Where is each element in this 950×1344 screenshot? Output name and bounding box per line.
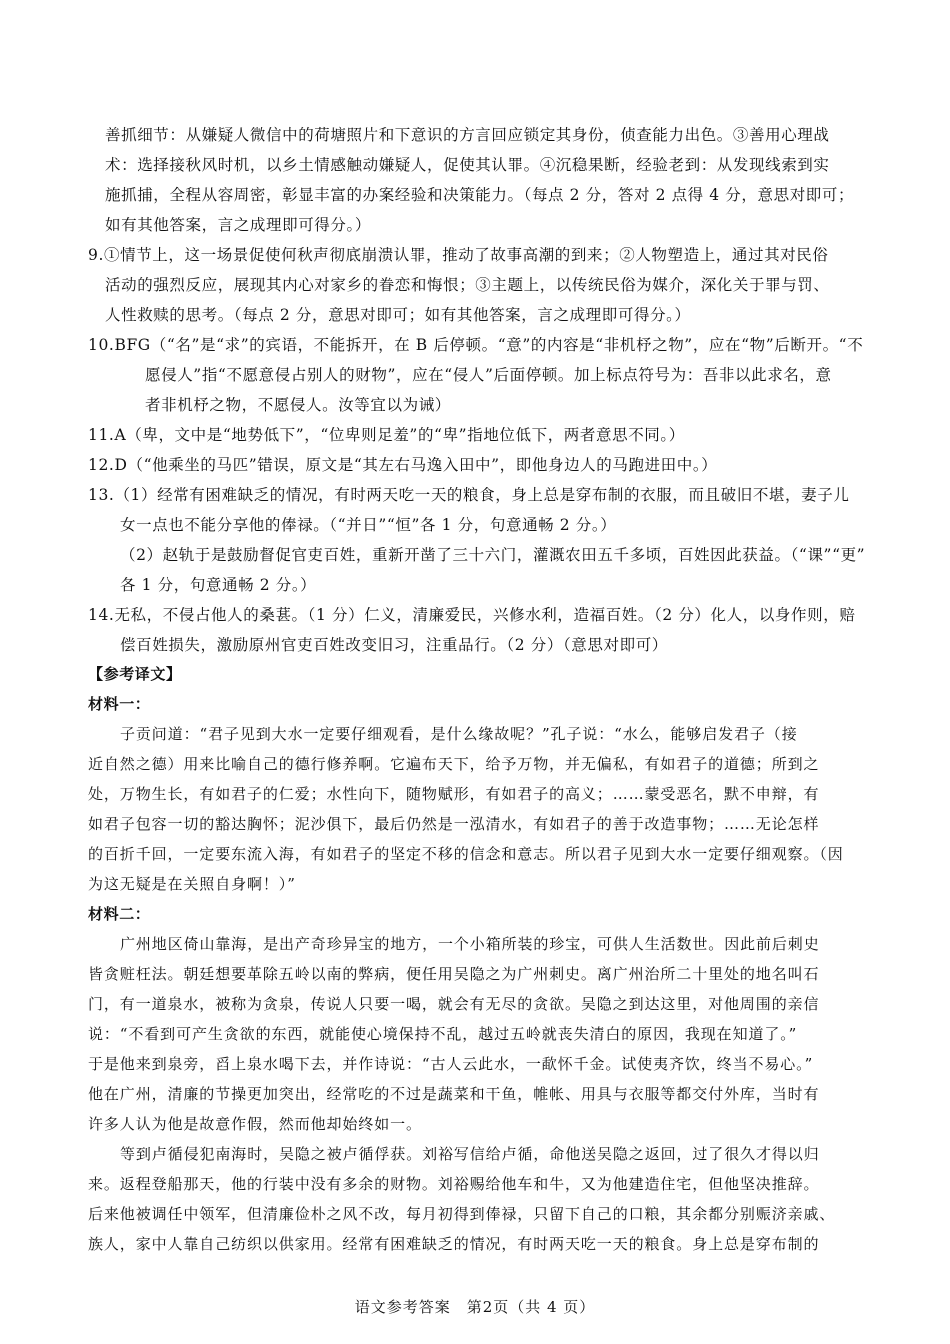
material1-line-5: 的百折千回，一定要东流入海，有如君子的坚定不移的信念和意志。所以君子见到大水一定要仔细观察。（因 xyxy=(88,845,844,863)
q10-line-3: 者非机杼之物，不愿侵人。汝等宜以为诫） xyxy=(145,396,451,414)
q12-line: 12.D（“他乘坐的马匹”错误，原文是“其左右马逸入田中”，即他身边人的马跑进田中。） xyxy=(88,456,718,474)
q8-line-3: 施抓捕，全程从容周密，彰显丰富的办案经验和决策能力。（每点 2 分，答对 2 点得 4 分，意思对即可； xyxy=(105,186,855,204)
q9-line-2: 活动的强烈反应，展现其内心对家乡的眷恋和悔恨；③主题上，以传统民俗为媒介，深化关于罪与罚、 xyxy=(105,276,830,294)
material2-line-4: 说：“不看到可产生贪欲的东西，就能使心境保持不乱，越过五岭就丧失清白的原因，我现在知道了。” xyxy=(88,1025,798,1043)
q13-line-2: 女一点也不能分享他的俸禄。（“并日”“恒”各 1 分，句意通畅 2 分。） xyxy=(120,516,617,534)
material2-title: 材料二： xyxy=(88,905,151,923)
q14-line-2: 偿百姓损失，激励原州官吏百姓改变旧习，注重品行。（2 分）（意思对即可） xyxy=(120,636,668,654)
page-footer: 语文参考答案 第2页（共 4 页） xyxy=(354,1298,596,1316)
q11-line: 11.A（卑，文中是“地势低下”，“位卑则足羞”的“卑”指地位低下，两者意思不同。） xyxy=(88,426,685,444)
material1-line-3: 处，万物生长，有如君子的仁爱；水性向下，随物赋形，有如君子的高义；……蒙受恶名，默不申辩，有 xyxy=(88,785,820,803)
q14-line-1: 14.无私，不侵占他人的桑葚。（1 分）仁义，清廉爱民，兴修水利，造福百姓。（2 分）化人，以身作则，赔 xyxy=(88,606,856,624)
material2-line-9: 来。返程登船那天，他的行装中没有多余的财物。刘裕赐给他车和牛，又为他建造住宅，但他坚决推辞。 xyxy=(88,1175,820,1193)
material2-line-2: 皆贪赃枉法。朝廷想要革除五岭以南的弊病，便任用吴隐之为广州刺史。离广州治所二十里处的地名叫石 xyxy=(88,965,820,983)
material2-line-1: 广州地区倚山靠海，是出产奇珍异宝的地方，一个小箱所装的珍宝，可供人生活数世。因此前后刺史 xyxy=(120,935,820,953)
material2-line-7: 许多人认为他是故意作假，然而他却始终如一。 xyxy=(88,1115,422,1133)
material1-line-4: 如君子包容一切的豁达胸怀；泥沙俱下，最后仍然是一泓清水，有如君子的善于改造事物；……无论怎样 xyxy=(88,815,820,833)
q13-line-4: 各 1 分，句意通畅 2 分。） xyxy=(120,576,317,594)
material1-line-2: 近自然之德）用来比喻自己的德行修养啊。它遍布天下，给予万物，并无偏私，有如君子的道德；所到之 xyxy=(88,755,820,773)
q10-line-1: 10.BFG（“名”是“求”的宾语，不能拆开，在 B 后停顿。“意”的内容是“非机杼之物”，应在“物”后断开。“不 xyxy=(88,336,864,354)
translation-heading: 【参考译文】 xyxy=(88,665,182,683)
material2-line-11: 族人，家中人靠自己纺织以供家用。经常有困难缺乏的情况，有时两天吃一天的粮食。身上总是穿布制的 xyxy=(88,1235,820,1253)
material1-line-6: 为这无疑是在关照自身啊！）” xyxy=(88,875,296,893)
q8-line-4: 如有其他答案，言之成理即可得分。） xyxy=(105,216,371,234)
material1-title: 材料一： xyxy=(88,695,151,713)
material2-line-5: 于是他来到泉旁，舀上泉水喝下去，并作诗说：“古人云此水，一歃怀千金。试使夷齐饮，终当不易心。” xyxy=(88,1055,814,1073)
material2-line-10: 后来他被调任中领军，但清廉俭朴之风不改，每月初得到俸禄，只留下自己的口粮，其余都分别赈济亲戚、 xyxy=(88,1205,836,1223)
q10-line-2: 愿侵人”指“不愿意侵占别人的财物”，应在“侵人”后面停顿。加上标点符号为：吾非以此求名，意 xyxy=(145,366,832,384)
q8-line-2: 术：选择接秋风时机，以乡土情感触动嫌疑人，促使其认罪。④沉稳果断，经验老到：从发现线索到实 xyxy=(105,156,830,174)
material2-line-8: 等到卢循侵犯南海时，吴隐之被卢循俘获。刘裕写信给卢循，命他送吴隐之返回，过了很久才得以归 xyxy=(120,1145,820,1163)
material1-line-1: 子贡问道：“君子见到大水一定要仔细观看，是什么缘故呢？”孔子说：“水么，能够启发君子（接 xyxy=(120,725,798,743)
q9-line-3: 人性救赎的思考。（每点 2 分，意思对即可；如有其他答案，言之成理即可得分。） xyxy=(105,306,691,324)
q9-line-1: 9.①情节上，这一场景促使何秋声彻底崩溃认罪，推动了故事高潮的到来；②人物塑造上，通过其对民俗 xyxy=(88,246,829,264)
q13-line-1: 13.（1）经常有困难缺乏的情况，有时两天吃一天的粮食，身上总是穿布制的衣服，而且破旧不堪，妻子儿 xyxy=(88,486,850,504)
q13-line-3: （2）赵轨于是鼓励督促官吏百姓，重新开凿了三十六门，灌溉农田五千多顷，百姓因此获益。（“课”“更” xyxy=(120,546,866,564)
material2-line-3: 门，有一道泉水，被称为贪泉，传说人只要一喝，就会有无尽的贪欲。吴隐之到达这里，对他周围的亲信 xyxy=(88,995,820,1013)
q8-line-1: 善抓细节：从嫌疑人微信中的荷塘照片和下意识的方言回应锁定其身份，侦查能力出色。③善用心理战 xyxy=(105,126,830,144)
material2-line-6: 他在广州，清廉的节操更加突出，经常吃的不过是蔬菜和干鱼，帷帐、用具与衣服等都交付外库，当时有 xyxy=(88,1085,820,1103)
